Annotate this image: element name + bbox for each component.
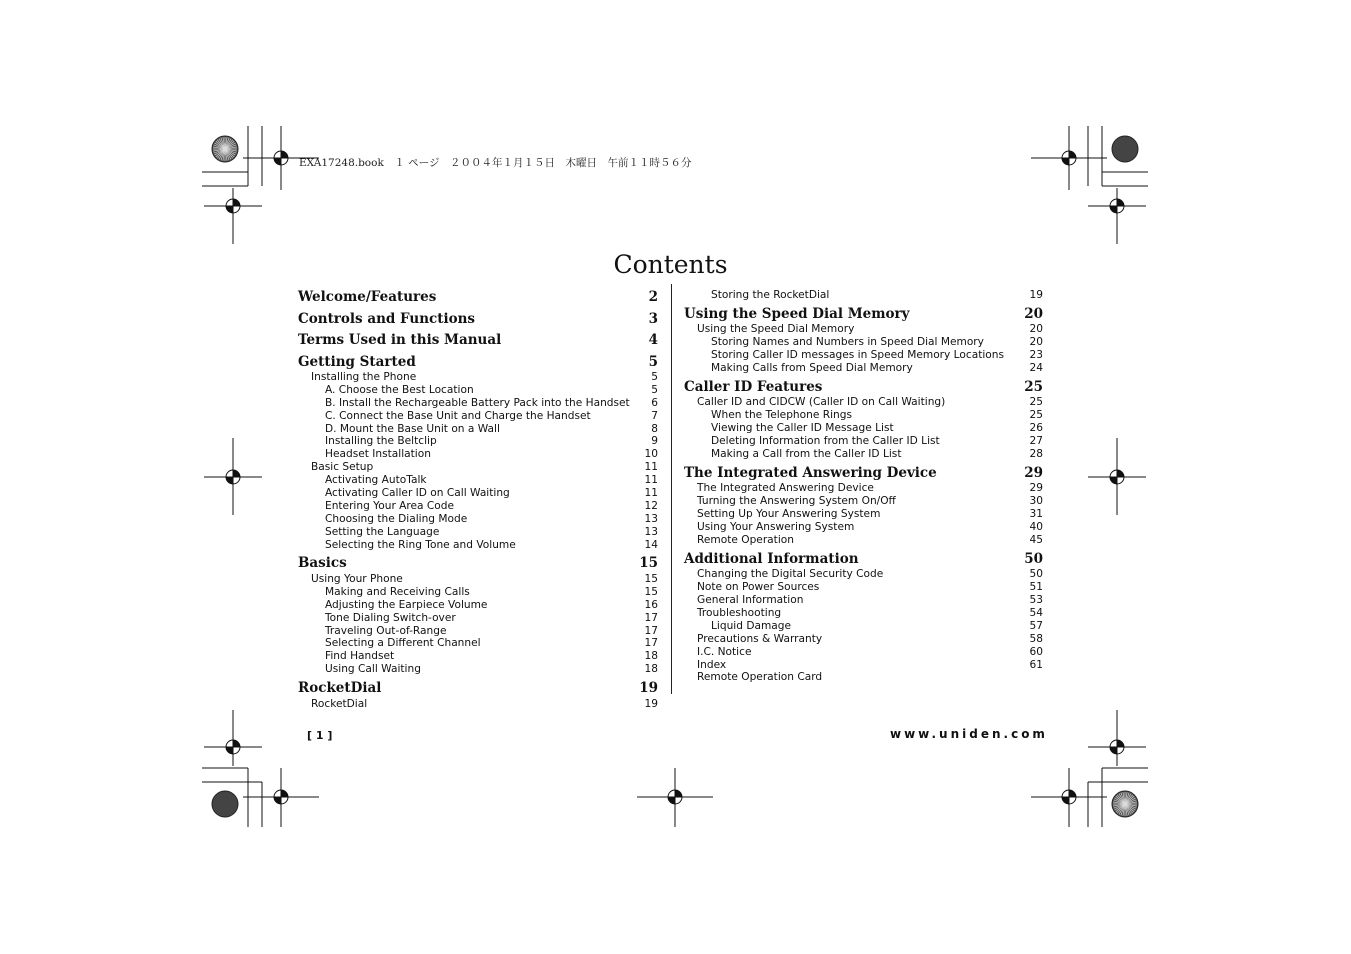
toc-entry-label: RocketDial	[311, 697, 368, 710]
toc-entry	[298, 526, 658, 539]
toc-entry	[684, 607, 1043, 620]
toc-entry-page: 5	[651, 383, 658, 396]
toc-entry-label: Setting Up Your Answering System	[697, 508, 881, 521]
toc-entry-page: 18	[644, 663, 658, 676]
toc-entry	[684, 633, 1043, 646]
toc-entry-page: 45	[1029, 533, 1043, 546]
page-number: [ 1 ]	[307, 729, 333, 742]
starburst-icon	[1112, 136, 1138, 162]
toc-entry-page: 17	[644, 637, 658, 650]
toc-entry-label: General Information	[697, 594, 804, 607]
toc-entry-page: 13	[644, 512, 658, 525]
starburst-icon	[1112, 791, 1138, 817]
toc-entry-label: Storing Names and Numbers in Speed Dial Memory	[711, 336, 984, 349]
toc-entry	[684, 336, 1043, 349]
toc-entry	[684, 323, 1043, 336]
toc-entry	[684, 646, 1043, 659]
toc-entry	[684, 581, 1043, 594]
toc-right-column	[684, 289, 1043, 684]
toc-section-heading	[298, 289, 658, 307]
toc-entry-label: Making and Receiving Calls	[325, 585, 470, 598]
toc-entry	[298, 461, 658, 474]
toc-entry-page: 54	[1029, 607, 1043, 620]
toc-entry	[298, 637, 658, 650]
toc-entry-label: Making a Call from the Caller ID List	[711, 448, 902, 461]
toc-entry-label: Remote Operation	[697, 533, 794, 546]
toc-entry-label: Using the Speed Dial Memory	[697, 323, 855, 336]
toc-entry	[298, 599, 658, 612]
toc-entry-page: 4	[648, 332, 658, 348]
toc-entry	[298, 410, 658, 423]
toc-entry-page: 8	[651, 422, 658, 435]
toc-entry-page: 10	[644, 448, 658, 461]
toc-entry	[298, 573, 658, 586]
toc-entry-label: Adjusting the Earpiece Volume	[325, 598, 488, 611]
toc-entry-label: Changing the Digital Security Code	[697, 568, 884, 581]
toc-entry	[298, 586, 658, 599]
toc-entry-page: 17	[644, 611, 658, 624]
toc-entry	[298, 384, 658, 397]
toc-entry-page: 3	[648, 310, 658, 327]
toc-entry	[684, 396, 1043, 409]
toc-entry-page: 15	[644, 572, 658, 585]
toc-entry	[298, 612, 658, 625]
toc-entry-page: 27	[1029, 435, 1043, 448]
toc-entry-label: D. Mount the Base Unit on a Wall	[325, 422, 500, 435]
toc-entry-page: 51	[1029, 581, 1043, 594]
toc-entry-page: 17	[644, 624, 658, 637]
toc-entry-page: 18	[644, 650, 658, 663]
toc-section-heading	[298, 311, 658, 329]
toc-entry-label: A. Choose the Best Location	[325, 383, 474, 396]
toc-entry-label: Getting Started	[298, 353, 416, 370]
toc-entry-label: Find Handset	[325, 650, 395, 663]
toc-entry-label: B. Install the Rechargeable Battery Pack into the Handset	[325, 396, 630, 409]
toc-entry-label: Using Your Answering System	[697, 521, 855, 534]
toc-entry	[298, 650, 658, 663]
toc-entry-page: 13	[644, 525, 658, 538]
toc-entry-page: 28	[1029, 448, 1043, 461]
toc-entry-page: 19	[1029, 289, 1043, 301]
toc-section-heading	[684, 306, 1043, 324]
toc-section-heading	[684, 551, 1043, 569]
registration-target-icon	[204, 710, 262, 766]
registration-target-icon	[1088, 188, 1146, 244]
toc-entry-page: 40	[1029, 521, 1043, 534]
toc-entry-page: 15	[644, 585, 658, 598]
starburst-icon	[212, 791, 238, 817]
toc-entry-page: 14	[644, 538, 658, 551]
toc-entry-page: 26	[1029, 422, 1043, 435]
toc-entry-page: 50	[1024, 550, 1043, 567]
toc-entry	[298, 474, 658, 487]
toc-entry	[684, 289, 1043, 302]
toc-entry-page: 25	[1024, 378, 1043, 395]
toc-entry-label: Index	[697, 658, 727, 671]
toc-entry-page: 60	[1029, 645, 1043, 658]
toc-entry-page: 19	[644, 697, 658, 710]
toc-entry-label: Remote Operation Card	[697, 671, 823, 684]
toc-entry-label: Precautions & Warranty	[697, 632, 823, 645]
toc-entry-page: 20	[1029, 336, 1043, 349]
toc-entry	[298, 397, 658, 410]
toc-entry-label: Storing Caller ID messages in Speed Memory Locations	[711, 349, 1005, 362]
toc-section-heading	[298, 555, 658, 573]
toc-entry-label: Installing the Phone	[311, 371, 417, 383]
toc-entry-page: 29	[1029, 482, 1043, 495]
toc-entry	[298, 698, 658, 711]
toc-entry	[298, 500, 658, 513]
toc-entry-label: Controls and Functions	[298, 310, 476, 327]
toc-entry	[298, 448, 658, 461]
toc-entry	[298, 371, 658, 384]
toc-entry	[684, 620, 1043, 633]
toc-entry-page: 25	[1029, 396, 1043, 409]
toc-entry-page: 12	[644, 499, 658, 512]
toc-entry-label: Liquid Damage	[711, 619, 792, 632]
toc-entry-label: Viewing the Caller ID Message List	[711, 422, 894, 435]
toc-entry-page: 58	[1029, 632, 1043, 645]
toc-entry-label: Storing the RocketDial	[711, 289, 830, 301]
toc-entry-page: 16	[644, 598, 658, 611]
toc-left-column	[298, 289, 658, 710]
toc-entry	[298, 539, 658, 552]
toc-section-heading	[298, 332, 658, 350]
toc-entry	[684, 422, 1043, 435]
toc-entry	[298, 625, 658, 638]
toc-entry-page: 9	[651, 435, 658, 448]
website-url: www.uniden.com	[890, 727, 1048, 741]
toc-entry-page: 23	[1029, 349, 1043, 362]
toc-entry-label: Troubleshooting	[697, 607, 782, 620]
toc-entry	[298, 663, 658, 676]
toc-entry-page: 2	[648, 289, 658, 305]
toc-entry	[684, 435, 1043, 448]
toc-entry-label: I.C. Notice	[697, 645, 752, 658]
toc-entry-label: Installing the Beltclip	[325, 435, 437, 448]
toc-entry	[684, 659, 1043, 672]
toc-entry	[684, 671, 1043, 684]
toc-entry-page: 20	[1029, 323, 1043, 336]
toc-entry	[684, 521, 1043, 534]
toc-section-heading	[298, 354, 658, 372]
toc-entry-label: When the Telephone Rings	[711, 409, 852, 422]
toc-entry-label: Choosing the Dialing Mode	[325, 512, 468, 525]
toc-entry-label: Using Call Waiting	[325, 663, 421, 676]
toc-entry-label: Deleting Information from the Caller ID List	[711, 435, 940, 448]
toc-entry-page: 24	[1029, 362, 1043, 375]
toc-entry	[298, 487, 658, 500]
toc-entry	[684, 448, 1043, 461]
toc-entry-label: Using Your Phone	[311, 572, 403, 585]
column-divider	[671, 284, 672, 694]
toc-entry-label: Activating Caller ID on Call Waiting	[325, 487, 510, 500]
toc-entry-page: 29	[1024, 464, 1043, 481]
toc-entry-label: The Integrated Answering Device	[697, 482, 874, 495]
toc-entry-page: 31	[1029, 508, 1043, 521]
toc-entry-page: 25	[1029, 409, 1043, 422]
toc-entry-label: Setting the Language	[325, 525, 440, 538]
toc-entry-label: Welcome/Features	[298, 289, 437, 305]
toc-entry	[684, 482, 1043, 495]
toc-entry-page: 6	[651, 396, 658, 409]
toc-entry	[684, 534, 1043, 547]
toc-entry	[298, 513, 658, 526]
toc-entry-label: Entering Your Area Code	[325, 499, 455, 512]
toc-entry-page: 5	[648, 353, 658, 370]
toc-entry	[684, 508, 1043, 521]
toc-entry-label: Additional Information	[684, 550, 859, 567]
toc-section-heading	[298, 680, 658, 698]
toc-entry-label: Selecting the Ring Tone and Volume	[325, 538, 516, 551]
toc-entry-label: Traveling Out-of-Range	[325, 624, 447, 637]
registration-target-icon	[204, 188, 262, 244]
toc-entry-page: 15	[639, 555, 658, 572]
toc-entry	[298, 423, 658, 436]
toc-entry-label: Headset Installation	[325, 448, 431, 461]
starburst-icon	[212, 136, 238, 162]
toc-entry-label: Tone Dialing Switch-over	[325, 611, 456, 624]
toc-entry-page: 19	[639, 680, 658, 697]
toc-entry-page: 61	[1029, 658, 1043, 671]
toc-entry-page: 11	[644, 461, 658, 474]
registration-target-icon	[1088, 710, 1146, 766]
toc-entry-label: Turning the Answering System On/Off	[697, 495, 896, 508]
toc-entry-label: Selecting a Different Channel	[325, 637, 481, 650]
toc-entry-label: Note on Power Sources	[697, 581, 820, 594]
toc-entry-label: The Integrated Answering Device	[684, 464, 937, 481]
toc-entry-page: 30	[1029, 495, 1043, 508]
toc-entry-label: Caller ID and CIDCW (Caller ID on Call Waiting)	[697, 396, 946, 409]
toc-entry-page: 20	[1024, 305, 1043, 322]
toc-entry-page: 50	[1029, 568, 1043, 581]
toc-entry-label: Basics	[298, 555, 347, 572]
toc-entry	[684, 349, 1043, 362]
toc-entry-label: C. Connect the Base Unit and Charge the Handset	[325, 409, 591, 422]
print-header: EXA17248.book １ ページ ２００４年１月１５日 木曜日 午前１１時５６分	[299, 157, 692, 169]
toc-entry-page: 11	[644, 474, 658, 487]
toc-entry-label: Activating AutoTalk	[325, 474, 427, 487]
toc-entry	[298, 435, 658, 448]
toc-entry-label: Making Calls from Speed Dial Memory	[711, 362, 913, 375]
toc-entry	[684, 409, 1043, 422]
toc-entry-page: 7	[651, 409, 658, 422]
toc-entry	[684, 568, 1043, 581]
toc-entry	[684, 495, 1043, 508]
toc-section-heading	[684, 465, 1043, 483]
toc-section-heading	[684, 379, 1043, 397]
toc-entry-page: 57	[1029, 619, 1043, 632]
toc-entry-label: RocketDial	[298, 680, 382, 697]
page-title: Contents	[613, 250, 728, 279]
toc-entry-page: 5	[651, 371, 658, 383]
toc-entry-label: Basic Setup	[311, 461, 374, 474]
toc-entry-label: Terms Used in this Manual	[298, 332, 502, 348]
toc-entry-label: Caller ID Features	[684, 378, 823, 395]
toc-entry-label: Using the Speed Dial Memory	[684, 305, 910, 322]
toc-entry	[684, 362, 1043, 375]
toc-entry-page: 53	[1029, 594, 1043, 607]
toc-entry	[684, 594, 1043, 607]
toc-entry-page: 11	[644, 487, 658, 500]
